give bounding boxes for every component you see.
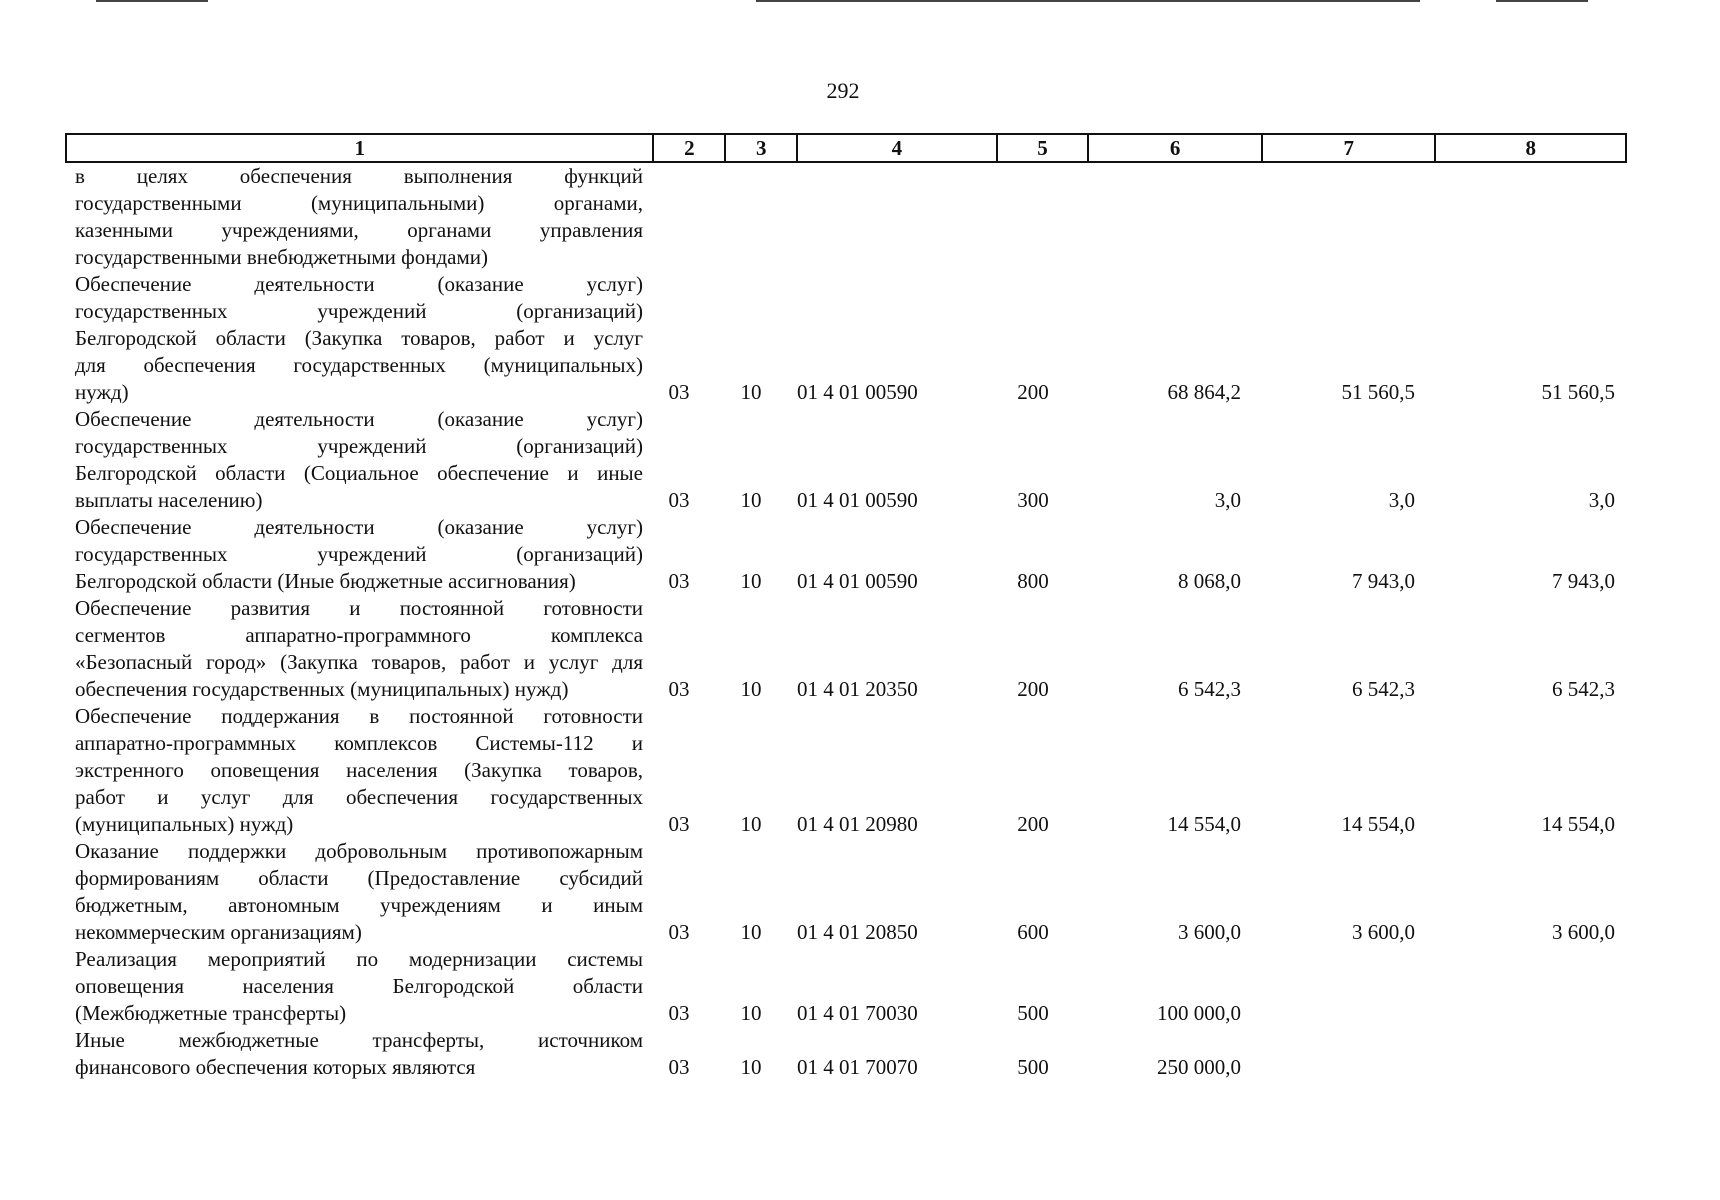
description-line: нужд) bbox=[75, 380, 129, 404]
header-col-7: 7 bbox=[1263, 135, 1437, 161]
cell-col-4: 01 4 01 00590 bbox=[797, 488, 918, 512]
description-line: государственных учреждений (организаций) bbox=[75, 434, 643, 458]
cell-col-2: 03 bbox=[668, 812, 690, 836]
row-description bbox=[65, 946, 643, 1027]
cell-col-7: 7 943,0 bbox=[1352, 569, 1415, 593]
cell-col-4: 01 4 01 20850 bbox=[797, 920, 918, 944]
cell-col-3: 10 bbox=[740, 1055, 762, 1079]
cell-col-3: 10 bbox=[740, 812, 762, 836]
cell-col-8: 14 554,0 bbox=[1541, 812, 1615, 836]
cell-col-2: 03 bbox=[668, 677, 690, 701]
cell-col-6: 14 554,0 bbox=[1167, 812, 1241, 836]
row-description bbox=[65, 514, 643, 595]
header-col-6: 6 bbox=[1089, 135, 1263, 161]
description-line: Белгородской области (Закупка товаров, работ и услуг bbox=[75, 326, 643, 350]
cell-col-7: 51 560,5 bbox=[1341, 380, 1415, 404]
table-row bbox=[65, 163, 1627, 271]
cell-col-4: 01 4 01 70070 bbox=[797, 1055, 918, 1079]
cell-col-6: 8 068,0 bbox=[1178, 569, 1241, 593]
description-line: государственными внебюджетными фондами) bbox=[75, 245, 489, 269]
cell-col-2: 03 bbox=[668, 488, 690, 512]
row-description bbox=[65, 406, 643, 514]
description-line: «Безопасный город» (Закупка товаров, работ и услуг для bbox=[75, 650, 643, 674]
row-description bbox=[65, 595, 643, 703]
header-col-5: 5 bbox=[998, 135, 1090, 161]
table-body bbox=[65, 163, 1627, 1081]
description-line: казенными учреждениями, органами управления bbox=[75, 218, 643, 242]
cell-col-3: 10 bbox=[740, 488, 762, 512]
row-description bbox=[65, 271, 643, 406]
description-line: Белгородской области (Социальное обеспечение и иные bbox=[75, 461, 643, 485]
cell-col-6: 6 542,3 bbox=[1178, 677, 1241, 701]
description-line: Обеспечение поддержания в постоянной готовности bbox=[75, 704, 643, 728]
header-col-1: 1 bbox=[67, 135, 654, 161]
cell-col-4: 01 4 01 20350 bbox=[797, 677, 918, 701]
description-line: для обеспечения государственных (муниципальных) bbox=[75, 353, 643, 377]
row-description bbox=[65, 838, 643, 946]
cell-col-6: 3,0 bbox=[1214, 488, 1241, 512]
cell-col-7: 14 554,0 bbox=[1341, 812, 1415, 836]
cell-col-4: 01 4 01 20980 bbox=[797, 812, 918, 836]
description-line: оповещения населения Белгородской области bbox=[75, 974, 643, 998]
cell-col-2: 03 bbox=[668, 380, 690, 404]
cell-col-4: 01 4 01 70030 bbox=[797, 1001, 918, 1025]
page-number: 292 bbox=[826, 78, 860, 103]
header-col-8: 8 bbox=[1525, 136, 1536, 160]
cell-col-7: 3,0 bbox=[1388, 488, 1415, 512]
description-line: выплаты населению) bbox=[75, 488, 263, 512]
cell-col-3: 10 bbox=[740, 920, 762, 944]
table-row bbox=[65, 946, 1627, 1027]
description-line: аппаратно-программных комплексов Системы-112 и bbox=[75, 731, 643, 755]
description-line: (Межбюджетные трансферты) bbox=[75, 1001, 347, 1025]
description-line: финансового обеспечения которых являются bbox=[75, 1055, 476, 1079]
cell-col-3: 10 bbox=[740, 380, 762, 404]
description-line: (муниципальных) нужд) bbox=[75, 812, 294, 836]
description-line: в целях обеспечения выполнения функций bbox=[75, 164, 643, 188]
row-description bbox=[65, 163, 643, 271]
cell-col-3: 10 bbox=[740, 1001, 762, 1025]
description-line: Обеспечение деятельности (оказание услуг) bbox=[75, 272, 643, 296]
table-row bbox=[65, 271, 1627, 406]
description-line: бюджетным, автономным учреждениям и иным bbox=[75, 893, 643, 917]
cell-col-6: 3 600,0 bbox=[1178, 920, 1241, 944]
description-line: Обеспечение деятельности (оказание услуг) bbox=[75, 407, 643, 431]
table-header bbox=[65, 133, 1627, 163]
description-line: экстренного оповещения населения (Закупка товаров, bbox=[75, 758, 643, 782]
cell-col-7: 3 600,0 bbox=[1352, 920, 1415, 944]
table-row bbox=[65, 406, 1627, 514]
row-description bbox=[65, 1027, 643, 1081]
cell-col-5: 600 bbox=[1017, 920, 1049, 944]
cell-col-5: 500 bbox=[1017, 1001, 1049, 1025]
row-description bbox=[65, 703, 643, 838]
cell-col-2: 03 bbox=[668, 1055, 690, 1079]
cell-col-7: 6 542,3 bbox=[1352, 677, 1415, 701]
description-line: государственных учреждений (организаций) bbox=[75, 542, 643, 566]
cell-col-5: 200 bbox=[1017, 812, 1049, 836]
description-line: работ и услуг для обеспечения государственных bbox=[75, 785, 643, 809]
scan-edge-line-center bbox=[756, 0, 1420, 2]
cell-col-2: 03 bbox=[668, 920, 690, 944]
table-row bbox=[65, 595, 1627, 703]
header-col-3: 3 bbox=[726, 135, 798, 161]
description-line: государственных учреждений (организаций) bbox=[75, 299, 643, 323]
cell-col-8: 3 600,0 bbox=[1552, 920, 1615, 944]
description-line: сегментов аппаратно-программного комплекса bbox=[75, 623, 643, 647]
cell-col-6: 68 864,2 bbox=[1167, 380, 1241, 404]
cell-col-2: 03 bbox=[668, 1001, 690, 1025]
description-line: обеспечения государственных (муниципальных) нужд) bbox=[75, 677, 569, 701]
cell-col-3: 10 bbox=[740, 569, 762, 593]
description-line: Реализация мероприятий по модернизации системы bbox=[75, 947, 643, 971]
cell-col-2: 03 bbox=[668, 569, 690, 593]
table-row bbox=[65, 703, 1627, 838]
header-col-4: 4 bbox=[798, 135, 997, 161]
scan-edge-line-left bbox=[96, 0, 208, 2]
cell-col-4: 01 4 01 00590 bbox=[797, 380, 918, 404]
cell-col-8: 7 943,0 bbox=[1552, 569, 1615, 593]
description-line: Обеспечение развития и постоянной готовности bbox=[75, 596, 643, 620]
table-row bbox=[65, 514, 1627, 595]
description-line: некоммерческим организациям) bbox=[75, 920, 362, 944]
cell-col-8: 6 542,3 bbox=[1552, 677, 1615, 701]
table-row bbox=[65, 1027, 1627, 1081]
description-line: Обеспечение деятельности (оказание услуг) bbox=[75, 515, 643, 539]
description-line: Иные межбюджетные трансферты, источником bbox=[75, 1028, 643, 1052]
cell-col-5: 500 bbox=[1017, 1055, 1049, 1079]
header-col-2: 2 bbox=[654, 135, 726, 161]
description-line: формированиям области (Предоставление субсидий bbox=[75, 866, 643, 890]
cell-col-3: 10 bbox=[740, 677, 762, 701]
scan-edge-line-right bbox=[1496, 0, 1588, 2]
cell-col-6: 100 000,0 bbox=[1157, 1001, 1241, 1025]
cell-col-6: 250 000,0 bbox=[1157, 1055, 1241, 1079]
description-line: Белгородской области (Иные бюджетные ассигнования) bbox=[75, 569, 576, 593]
cell-col-4: 01 4 01 00590 bbox=[797, 569, 918, 593]
cell-col-5: 300 bbox=[1017, 488, 1049, 512]
description-line: государственными (муниципальными) органами, bbox=[75, 191, 643, 215]
cell-col-8: 51 560,5 bbox=[1541, 380, 1615, 404]
cell-col-5: 200 bbox=[1017, 380, 1049, 404]
cell-col-8: 3,0 bbox=[1588, 488, 1615, 512]
table-row bbox=[65, 838, 1627, 946]
cell-col-5: 800 bbox=[1017, 569, 1049, 593]
cell-col-5: 200 bbox=[1017, 677, 1049, 701]
description-line: Оказание поддержки добровольным противопожарным bbox=[75, 839, 643, 863]
